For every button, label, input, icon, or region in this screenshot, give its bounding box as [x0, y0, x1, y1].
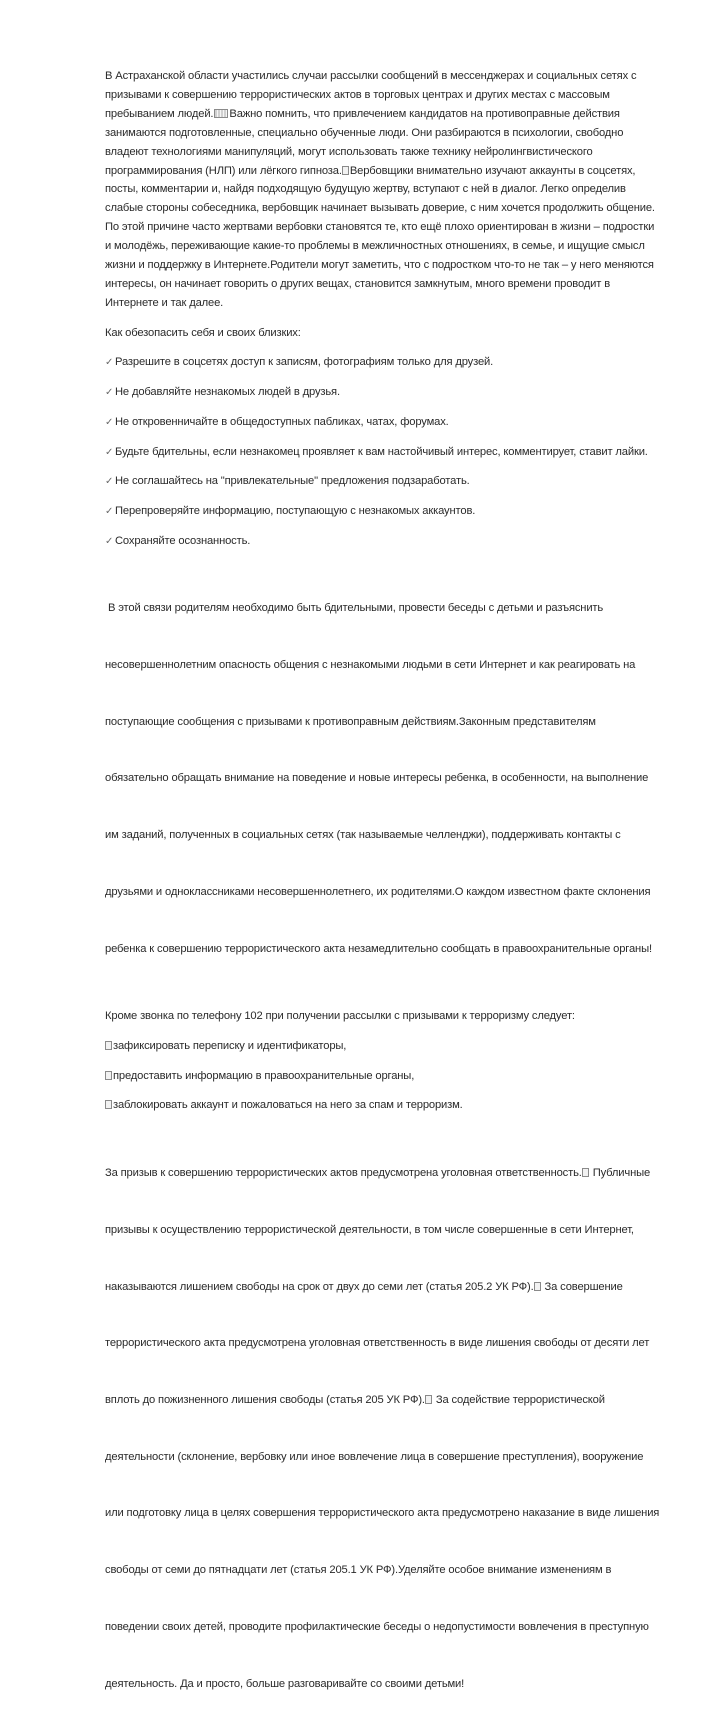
tip-text: Будьте бдительны, если незнакомец проявляет к вам настойчивый интерес, комментирует, ставит лайки.	[115, 445, 648, 458]
spacer	[105, 491, 685, 502]
text-segment: Важно помнить, что привлечением кандидатов на противоправные действия	[229, 107, 620, 120]
liability-paragraph	[105, 1126, 685, 1731]
tip-text: Сохраняйте осознанность.	[115, 534, 251, 547]
action-steps-list	[105, 1037, 685, 1115]
phone-heading: Кроме звонка по телефону 102 при получении рассылки с призывами к терроризму следует:	[105, 1010, 575, 1023]
text-line: поведении своих детей, проводите профилактические беседы о недопустимости вовлечения в преступную	[105, 1620, 649, 1633]
spacer	[105, 1115, 685, 1126]
list-item	[105, 443, 685, 462]
spacer	[105, 343, 685, 354]
list-item	[105, 1067, 685, 1086]
text-line: террористического акта предусмотрена уголовная ответственность в виде лишения свободы от десяти лет	[105, 1337, 650, 1350]
step-text: предоставить информацию в правоохранительные органы,	[113, 1069, 415, 1082]
spacer	[105, 996, 685, 1007]
text-line: свободы от семи до пятнадцати лет (статья 205.1 УК РФ).Уделяйте особое внимание изменениям в	[105, 1564, 612, 1577]
missing-glyph-icon	[425, 1395, 432, 1404]
text-segment: пребыванием людей.	[105, 107, 214, 120]
tip-text: Перепроверяйте информацию, поступающую с незнакомых аккаунтов.	[115, 504, 476, 517]
spacer	[105, 461, 685, 472]
text-line: жизни и поддержку в Интернете.Родители могут заметить, что с подростком что-то не так – у него меняются	[105, 259, 654, 272]
checkmark-icon: ✓	[105, 535, 114, 547]
checkmark-icon: ✓	[105, 416, 114, 428]
missing-glyph-icon	[534, 1282, 541, 1291]
text-line: В этой связи родителям необходимо быть бдительными, провести беседы с детьми и разъяснить	[105, 602, 604, 615]
spacer	[105, 372, 685, 383]
spacer	[105, 521, 685, 532]
missing-glyph-icon	[582, 1168, 589, 1177]
text-segment: За призыв к совершению террористических актов предусмотрена уголовная ответственность.	[105, 1167, 582, 1180]
document-page	[105, 67, 685, 1731]
spacer	[105, 550, 685, 561]
text-line: призывами к совершению террористических актов в торговых центрах и других местах с массовым	[105, 88, 610, 101]
text-line: несовершеннолетним опасность общения с незнакомыми людьми в сети Интернет и как реагировать на	[105, 659, 636, 672]
checkmark-icon: ✓	[105, 505, 114, 517]
text-line: обязательно обращать внимание на поведение и новые интересы ребенка, в особенности, на выполнение	[105, 772, 649, 785]
checkmark-icon: ✓	[105, 446, 114, 458]
text-line: или подготовку лица в целях совершения террористического акта предусмотрено наказание в виде лишения	[105, 1507, 660, 1520]
tip-text: Не добавляйте незнакомых людей в друзья.	[115, 386, 340, 399]
text-line: друзьями и одноклассниками несовершеннолетнего, их родителями.О каждом известном факте склонения	[105, 885, 651, 898]
parents-paragraph	[105, 561, 685, 996]
text-line	[105, 1278, 685, 1297]
text-segment: наказываются лишением свободы на срок от двух до семи лет (статья 205.2 УК РФ).	[105, 1280, 534, 1293]
safety-heading: Как обезопасить себя и своих близких:	[105, 326, 301, 339]
text-line: Интернете и так далее.	[105, 296, 224, 309]
text-line: владеют технологиями манипуляций, могут использовать также технику нейролингвистического	[105, 145, 593, 158]
text-line: им заданий, полученных в социальных сетях (так называемые челленджи), поддерживать контакты с	[105, 829, 621, 842]
text-line: занимаются подготовленные, специально обученные люди. Они разбираются в психологии, свободно	[105, 126, 624, 139]
text-line: деятельности (склонение, вербовку или иное вовлечение лица в совершение преступления), вооружение	[105, 1450, 644, 1463]
missing-glyph-icon	[214, 109, 228, 118]
missing-glyph-icon	[105, 1100, 112, 1109]
tip-text: Не откровенничайте в общедоступных пабликах, чатах, форумах.	[115, 415, 449, 428]
text-line	[105, 105, 685, 124]
spacer	[105, 313, 685, 324]
text-line: призывы к осуществлению террористической деятельности, в том числе совершенные в сети Интернет,	[105, 1223, 634, 1236]
intro-paragraph	[105, 67, 685, 313]
list-item	[105, 532, 685, 551]
list-item	[105, 472, 685, 491]
text-line: деятельность. Да и просто, больше разговаривайте со своими детьми!	[105, 1677, 465, 1690]
text-line: посты, комментарии и, найдя подходящую будущую жертву, вступают с ней в диалог. Легко определив	[105, 183, 626, 196]
list-item	[105, 502, 685, 521]
spacer	[105, 1056, 685, 1067]
list-item	[105, 413, 685, 432]
checkmark-icon: ✓	[105, 476, 114, 488]
step-text: зафиксировать переписку и идентификаторы,	[113, 1040, 347, 1053]
text-line	[105, 1164, 685, 1183]
spacer	[105, 1086, 685, 1097]
text-line: слабые стороны собеседника, вербовщик начинает вызывать доверие, с ним хочется продолжить общение.	[105, 202, 655, 215]
text-line: ребенка к совершению террористического акта незамедлительно сообщать в правоохранительные органы!	[105, 942, 652, 955]
text-segment: За содействие террористической	[432, 1393, 605, 1406]
checkmark-icon: ✓	[105, 387, 114, 399]
tip-text: Не соглашайтесь на "привлекательные" предложения подзаработать.	[115, 475, 470, 488]
text-line	[105, 162, 685, 181]
text-segment: За совершение	[541, 1280, 623, 1293]
missing-glyph-icon	[105, 1041, 112, 1050]
text-segment: вплоть до пожизненного лишения свободы (статья 205 УК РФ).	[105, 1393, 425, 1406]
text-segment: Публичные	[589, 1167, 651, 1180]
spacer	[105, 402, 685, 413]
text-line: интересы, он начинает говорить о других вещах, становится замкнутым, много времени проводит в	[105, 277, 610, 290]
text-line: По этой причине часто жертвами вербовки становятся те, кто ещё плохо ориентирован в жизни – подростки	[105, 221, 655, 234]
list-item	[105, 383, 685, 402]
text-line: В Астраханской области участились случаи рассылки сообщений в мессенджерах и социальных сетях с	[105, 70, 637, 82]
text-line: и молодёжь, переживающие какие-то проблемы в межличностных отношениях, в семье, и ищущие смысл	[105, 240, 645, 253]
safety-tips-list	[105, 353, 685, 550]
list-item	[105, 1037, 685, 1056]
missing-glyph-icon	[105, 1071, 112, 1080]
missing-glyph-icon	[342, 166, 349, 175]
text-line	[105, 1391, 685, 1410]
text-segment: программирования (НЛП) или лёгкого гипноза.	[105, 164, 342, 177]
spacer	[105, 432, 685, 443]
text-segment: Вербовщики внимательно изучают аккаунты в соцсетях,	[349, 164, 636, 177]
tip-text: Разрешите в соцсетях доступ к записям, фотографиям только для друзей.	[115, 356, 494, 369]
spacer	[105, 1026, 685, 1037]
checkmark-icon: ✓	[105, 357, 114, 369]
list-item	[105, 1096, 685, 1115]
text-line: поступающие сообщения с призывами к противоправным действиям.Законным представителям	[105, 715, 596, 728]
list-item	[105, 353, 685, 372]
step-text: заблокировать аккаунт и пожаловаться на него за спам и терроризм.	[113, 1099, 463, 1112]
